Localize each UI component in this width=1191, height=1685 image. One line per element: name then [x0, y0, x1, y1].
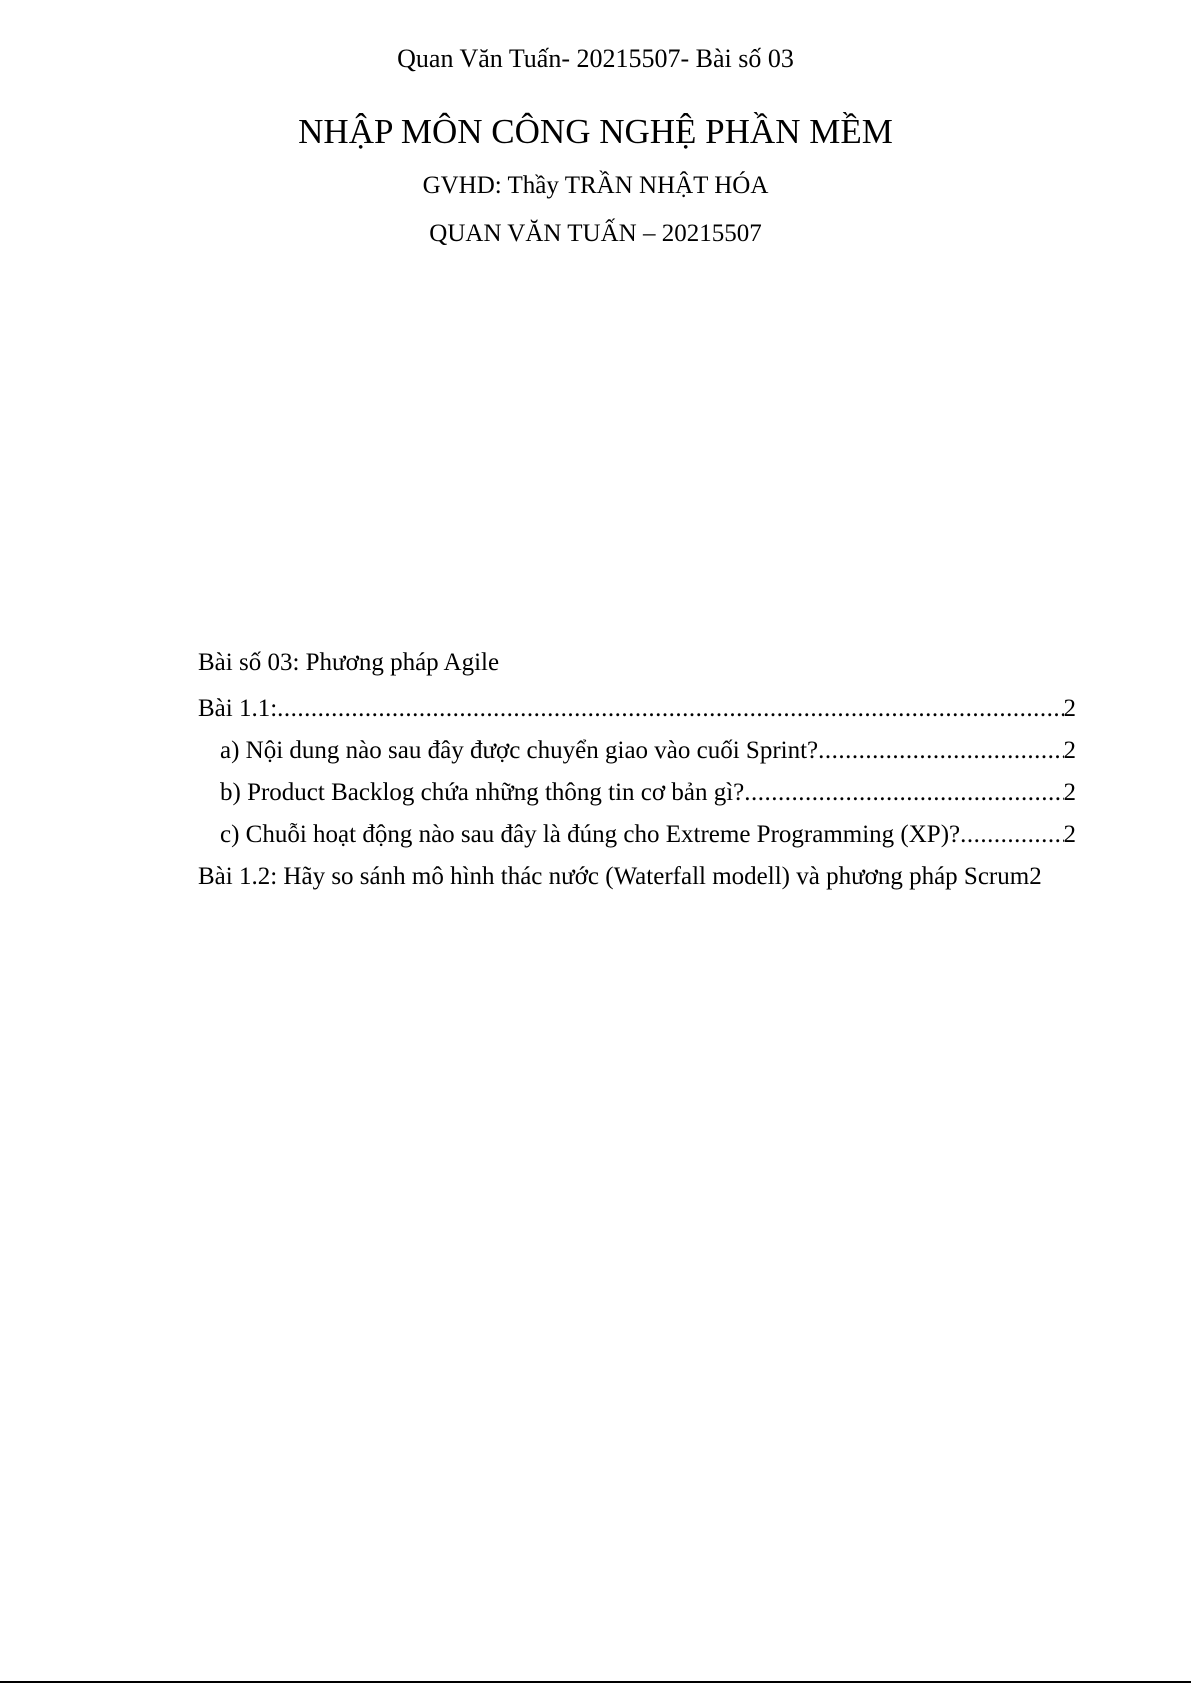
toc-page-number: 2 — [1063, 821, 1076, 848]
page-bottom-rule — [0, 1681, 1191, 1683]
toc-page-number: 2 — [1063, 737, 1076, 764]
toc-leader-dots — [960, 821, 1063, 849]
toc-page-number: 2 — [1063, 779, 1076, 806]
document-title: NHẬP MÔN CÔNG NGHỆ PHẦN MỀM — [298, 112, 893, 151]
toc-entry-text: c) Chuỗi hoạt động nào sau đây là đúng cho Extreme Programming (XP)? — [220, 821, 961, 848]
toc-heading: Bài số 03: Phương pháp Agile — [198, 649, 500, 676]
toc-entry-text: Bài 1.2: Hãy so sánh mô hình thác nước (Waterfall modell) và phương pháp Scrum — [198, 863, 1030, 890]
toc-leader-dots — [818, 737, 1063, 765]
toc-leader-dots — [744, 779, 1063, 807]
toc-page-number: 2 — [1063, 695, 1076, 722]
instructor-line: GVHD: Thầy TRẦN NHẬT HÓA — [422, 172, 769, 199]
toc-entry-text: a) Nội dung nào sau đây được chuyển giao vào cuối Sprint? — [220, 737, 819, 764]
toc-entry-bai-1-1[interactable] — [198, 695, 1076, 737]
toc-entry-c[interactable] — [198, 821, 1076, 863]
running-header: Quan Văn Tuấn- 20215507- Bài số 03 — [397, 44, 794, 73]
toc-leader-dots — [277, 695, 1063, 723]
table-of-contents — [198, 695, 1076, 905]
toc-entry-bai-1-2[interactable] — [198, 863, 1076, 905]
author-line: QUAN VĂN TUẤN – 20215507 — [429, 220, 762, 247]
toc-entry-text: Bài 1.1: — [198, 695, 278, 722]
toc-entry-text: b) Product Backlog chứa những thông tin cơ bản gì? — [220, 779, 745, 806]
toc-page-number: 2 — [1029, 863, 1042, 890]
toc-entry-b[interactable] — [198, 779, 1076, 821]
toc-entry-a[interactable] — [198, 737, 1076, 779]
